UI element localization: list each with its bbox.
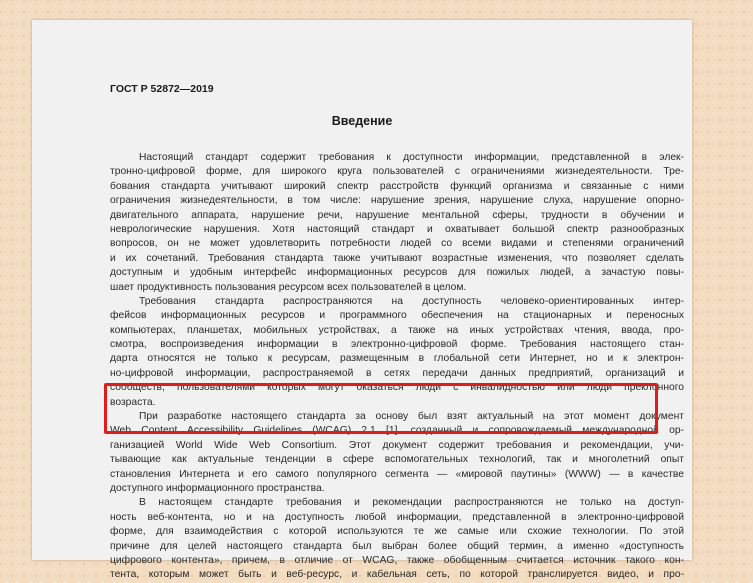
text-line: возраста. — [110, 396, 156, 408]
text-line: цифрового контента», причем, в отличие от WCAG, также обобщенным считается источник такого кон- — [110, 554, 684, 566]
text-line: доступного информационного пространства. — [110, 482, 325, 494]
text-line: форме, для взаимодействия с которой используются те же самые или схожие технологии. По этой — [110, 526, 684, 538]
section-heading: Введение — [331, 114, 393, 128]
document-code: ГОСТ Р 52872—2019 — [110, 83, 214, 95]
text-line: дарта относятся не только к ресурсам, размещенным в глобальной сети Интернет, но и к электрон- — [110, 353, 684, 365]
body-text — [110, 151, 684, 583]
text-line: фейсов информационных ресурсов и программного обеспечения на стационарных и переносных — [110, 310, 684, 322]
text-line: ганизацией World Wide Web Consortium. Этот документ содержит требования и рекомендации, учи- — [110, 439, 684, 451]
text-line: В настоящем стандарте требования и рекомендации распространяются не только на доступ- — [139, 497, 684, 509]
text-line: шает продуктивность пользования ресурсом всех пользователей в целом. — [110, 281, 467, 293]
text-line: ность веб-контента, но и на доступность любой информации, представленной в электронно-цифровой — [110, 511, 684, 523]
text-line: тывающие как актуальные тенденции в сфере вспомогательных технологий, так и многолетний опыт — [110, 454, 684, 466]
text-line: неврологические нарушения. Хотя настоящий стандарт и охватывает большой спектр разнообразных — [110, 223, 684, 235]
text-line: становления Интернета и его самого популярного сегмента — «мировой паутины» (WWW) — в качестве — [110, 468, 684, 480]
text-line: тента, которым может быть и веб-ресурс, и кабельная сеть, по которой транслируется видео, и про- — [110, 569, 684, 581]
text-line: но-цифровой информации, распространяемой в сетях передачи данных предприятий, организаций и — [110, 367, 684, 379]
text-line: и их сочетаний. Требования стандарта также учитывают возрастные изменения, что позволяет сделать — [110, 252, 684, 264]
text-line: Требования стандарта распространяются на доступность человеко-ориентированных интер- — [139, 295, 684, 307]
text-line: Web Content Accessibility Guidelines (WCAG) 2.1 [1], созданный и сопровождаемый международной ор- — [110, 425, 684, 437]
text-line: При разработке настоящего стандарта за основу был взят актуальный на этот момент документ — [139, 411, 684, 423]
text-line: компьютерах, планшетах, мобильных устройствах, а также на иных устройствах чтения, ввода, про- — [110, 324, 684, 336]
text-line: ограничения жизнедеятельности, в том числе: нарушение зрения, нарушение слуха, нарушение опорно- — [110, 195, 684, 207]
text-line: сообществ, пользователями которых могут оказаться люди с инвалидностью или люди преклонного — [110, 382, 684, 394]
text-line: причине для целей настоящего стандарта был выбран более общий термин, а именно «доступность — [110, 540, 684, 552]
text-line: вопросов, он не может удовлетворить потребности людей со всеми видами и степенями ограничений — [110, 238, 684, 250]
text-line: Настоящий стандарт содержит требования к доступности информации, представленной в элек- — [139, 152, 684, 163]
text-line: тронно-цифровой форме, для широкого круга пользователей с ограничениями жизнедеятельности. Тре- — [110, 166, 684, 178]
text-line: бования стандарта учитывают широкий спектр расстройств функций организма и связанные с ними — [110, 180, 684, 192]
text-line: двигательного аппарата, нарушение речи, нарушение ментальной сферы, трудности в обучении и — [110, 209, 684, 221]
document-page — [32, 20, 692, 581]
text-line: смотра, воспроизведения информации в электронно-цифровой форме. Требования настоящего стан- — [110, 339, 684, 351]
text-line: доступным и удобным интерфейс информационных ресурсов для пожилых людей, а зачастую повы- — [110, 267, 684, 279]
